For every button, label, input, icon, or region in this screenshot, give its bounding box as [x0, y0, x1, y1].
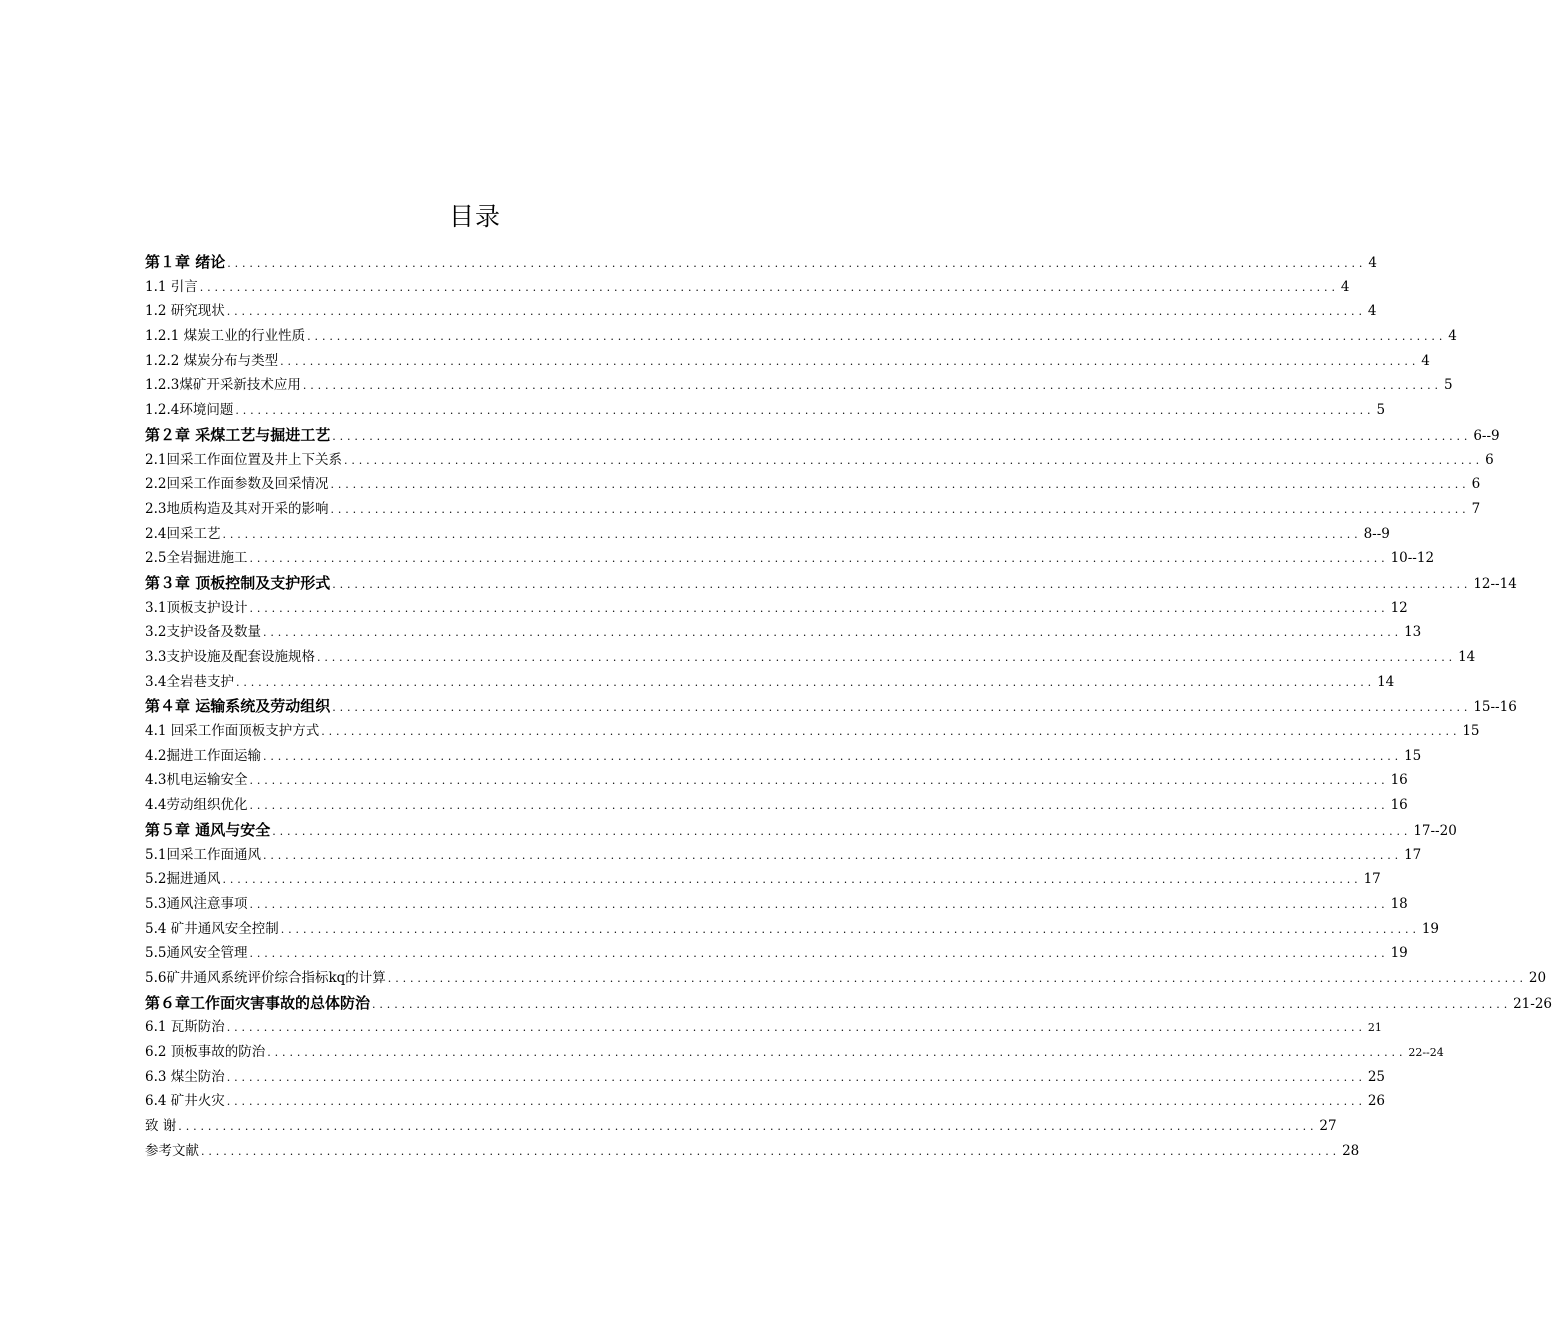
toc-entry-label: 5.6矿井通风系统评价综合指标kq的计算	[145, 969, 386, 986]
toc-dot-leader: ..........................................................................................................................................................	[387, 971, 1527, 985]
toc-chapter-entry[interactable]	[145, 423, 1500, 448]
toc-section-entry[interactable]	[145, 1065, 1386, 1090]
toc-entry-label: 2.1回采工作面位置及井上下关系	[145, 451, 342, 468]
toc-page-number: 5	[1376, 402, 1386, 419]
toc-dot-leader: ..........................................................................................................................................................	[249, 947, 1389, 961]
toc-page-number: 14	[1458, 649, 1476, 665]
toc-entry-label: 6.2 顶板事故的防治	[145, 1044, 266, 1060]
toc-entry-label: 1.2.3煤矿开采新技术应用	[145, 377, 301, 394]
toc-section-entry[interactable]	[145, 522, 1390, 547]
toc-dot-leader: ..........................................................................................................................................................	[226, 1021, 1366, 1035]
toc-section-entry[interactable]	[145, 670, 1395, 695]
toc-dot-leader: ..........................................................................................................................................................	[330, 502, 1470, 516]
toc-section-entry[interactable]	[145, 744, 1422, 769]
toc-section-entry[interactable]	[145, 324, 1457, 349]
toc-page-number: 6	[1485, 451, 1494, 468]
toc-dot-leader: ..........................................................................................................................................................	[222, 527, 1362, 541]
toc-entry-label: 5.2掘进通风	[145, 871, 221, 888]
toc-section-entry[interactable]	[145, 768, 1408, 793]
toc-entry-label: 1.2 研究现状	[145, 303, 225, 320]
toc-page-number: 21	[1367, 1021, 1382, 1035]
page-title: 目录	[448, 201, 501, 231]
toc-page-number: 16	[1390, 797, 1408, 814]
toc-page-number: 17--20	[1413, 822, 1457, 839]
toc-section-entry[interactable]	[145, 398, 1386, 423]
toc-page-number: 22--24	[1408, 1046, 1444, 1059]
toc-page-number: 18	[1390, 895, 1408, 912]
toc-entry-label: 4.2掘进工作面运输	[145, 747, 261, 764]
toc-chapter-entry[interactable]	[145, 694, 1517, 719]
toc-page-number: 27	[1319, 1118, 1337, 1135]
toc-entry-label: 5.4 矿井通风安全控制	[145, 920, 279, 937]
toc-entry-label: 4.4劳动组织优化	[145, 797, 248, 814]
toc-section-entry[interactable]	[145, 497, 1481, 522]
toc-entry-label: 4.1 回采工作面顶板支护方式	[145, 723, 320, 740]
toc-dot-leader: ..........................................................................................................................................................	[280, 354, 1420, 368]
toc-page-number: 7	[1471, 500, 1481, 517]
toc-page-number: 10--12	[1390, 550, 1435, 567]
toc-entry-label: 4.3机电运输安全	[145, 772, 248, 789]
toc-entry-label: 第３章 顶板控制及支护形式	[145, 573, 331, 592]
toc-section-entry[interactable]	[145, 1015, 1382, 1040]
toc-dot-leader: ..........................................................................................................................................................	[372, 997, 1512, 1011]
toc-page-number: 15	[1462, 723, 1480, 740]
toc-entry-label: 2.5全岩掘进施工	[145, 550, 248, 567]
toc-section-entry[interactable]	[145, 299, 1377, 324]
toc-entry-label: 5.3通风注意事项	[145, 895, 248, 912]
toc-dot-leader: ..........................................................................................................................................................	[321, 725, 1461, 739]
toc-entry-label: 第６章工作面灾害事故的总体防治	[145, 993, 371, 1012]
toc-page-number: 17	[1363, 871, 1381, 888]
toc-section-entry[interactable]	[145, 645, 1476, 670]
table-of-contents	[145, 250, 1552, 1163]
toc-entry-label: 3.1顶板支护设计	[145, 599, 248, 616]
toc-dot-leader: ..........................................................................................................................................................	[280, 922, 1420, 936]
toc-section-entry[interactable]	[145, 966, 1547, 991]
toc-page-number: 4	[1448, 328, 1457, 345]
toc-page-number: 28	[1342, 1142, 1360, 1159]
toc-entry-label: 第２章 采煤工艺与掘进工艺	[145, 425, 331, 444]
toc-page-number: 16	[1390, 772, 1408, 789]
toc-page-number: 20	[1528, 969, 1547, 986]
toc-section-entry[interactable]	[145, 373, 1453, 398]
toc-page-number: 6--9	[1473, 427, 1500, 444]
toc-section-entry[interactable]	[145, 546, 1435, 571]
toc-section-entry[interactable]	[145, 596, 1408, 621]
toc-page-number: 5	[1443, 377, 1453, 394]
toc-page-number: 12	[1390, 599, 1408, 616]
toc-entry-label: 2.3地质构造及其对开采的影响	[145, 500, 329, 517]
toc-dot-leader: ..........................................................................................................................................................	[302, 379, 1442, 393]
toc-section-entry[interactable]	[145, 472, 1481, 497]
toc-dot-leader: ..........................................................................................................................................................	[262, 749, 1403, 763]
toc-entry-label: 6.3 煤尘防治	[145, 1068, 225, 1085]
toc-section-entry[interactable]	[145, 843, 1422, 868]
toc-page-number: 15--16	[1473, 699, 1517, 716]
toc-dot-leader: ..........................................................................................................................................................	[249, 552, 1389, 566]
toc-dot-leader: ..........................................................................................................................................................	[226, 1095, 1366, 1109]
toc-section-entry[interactable]	[145, 448, 1494, 473]
toc-dot-leader: ..........................................................................................................................................................	[249, 897, 1389, 911]
toc-page-number: 12--14	[1473, 575, 1517, 592]
toc-dot-leader: ..........................................................................................................................................................	[199, 280, 1339, 294]
toc-dot-leader: ..........................................................................................................................................................	[249, 601, 1389, 615]
toc-page-number: 14	[1377, 673, 1395, 690]
toc-entry-label: 5.1回采工作面通风	[145, 846, 261, 863]
toc-page-number: 25	[1367, 1068, 1386, 1085]
toc-section-entry[interactable]	[145, 867, 1381, 892]
toc-dot-leader: ..........................................................................................................................................................	[235, 404, 1375, 418]
toc-entry-label: 6.1 瓦斯防治	[145, 1019, 225, 1036]
toc-dot-leader: ..........................................................................................................................................................	[201, 1144, 1341, 1158]
toc-entry-label: 第１章 绪论	[145, 253, 226, 271]
toc-dot-leader: ..........................................................................................................................................................	[226, 305, 1366, 319]
toc-dot-leader: ..........................................................................................................................................................	[262, 626, 1403, 640]
toc-entry-label: 5.5通风安全管理	[145, 945, 248, 962]
toc-dot-leader: ..........................................................................................................................................................	[307, 330, 1447, 344]
toc-dot-leader: ..........................................................................................................................................................	[272, 824, 1412, 838]
toc-page-number: 15	[1404, 747, 1422, 764]
toc-dot-leader: ..........................................................................................................................................................	[332, 577, 1472, 591]
toc-page-number: 26	[1367, 1093, 1386, 1110]
toc-entry-label: 参考文献	[145, 1142, 199, 1159]
toc-entry-label: 3.3支护设施及配套设施规格	[145, 649, 315, 665]
toc-section-entry[interactable]	[145, 892, 1408, 917]
toc-entry-label: 第４章 运输系统及劳动组织	[145, 697, 331, 716]
toc-section-entry[interactable]	[145, 1040, 1444, 1065]
toc-entry-label: 6.4 矿井火灾	[145, 1093, 225, 1110]
toc-chapter-entry[interactable]	[145, 250, 1377, 275]
toc-section-entry[interactable]	[145, 620, 1422, 645]
toc-dot-leader: ..........................................................................................................................................................	[222, 873, 1362, 887]
toc-page-number: 8--9	[1363, 525, 1390, 542]
toc-section-entry[interactable]	[145, 793, 1408, 818]
toc-entry-label: 1.1 引言	[145, 278, 198, 295]
toc-page-number: 4	[1367, 303, 1377, 320]
toc-section-entry[interactable]	[145, 941, 1408, 966]
toc-page-number: 19	[1390, 945, 1408, 962]
toc-entry-label: 1.2.2 煤炭分布与类型	[145, 352, 279, 369]
toc-section-entry[interactable]	[145, 1114, 1337, 1139]
toc-entry-label: 致 谢	[145, 1118, 177, 1135]
toc-dot-leader: ..........................................................................................................................................................	[226, 1070, 1366, 1084]
toc-section-entry[interactable]	[145, 275, 1350, 300]
toc-page-number: 13	[1404, 624, 1422, 641]
toc-dot-leader: ..........................................................................................................................................................	[178, 1120, 1318, 1134]
toc-section-entry[interactable]	[145, 1089, 1386, 1114]
toc-page-number: 6	[1471, 476, 1481, 493]
toc-dot-leader: ..........................................................................................................................................................	[262, 848, 1403, 862]
toc-entry-label: 2.2回采工作面参数及回采情况	[145, 476, 329, 493]
toc-section-entry[interactable]	[145, 917, 1440, 942]
toc-page-number: 4	[1421, 352, 1430, 369]
toc-dot-leader: ..........................................................................................................................................................	[249, 799, 1389, 813]
toc-dot-leader: ..........................................................................................................................................................	[227, 257, 1367, 270]
toc-page-number: 17	[1404, 846, 1422, 863]
toc-dot-leader: ..........................................................................................................................................................	[249, 774, 1389, 788]
toc-chapter-entry[interactable]	[145, 818, 1457, 843]
toc-entry-label: 3.2支护设备及数量	[145, 624, 261, 641]
toc-dot-leader: ..........................................................................................................................................................	[330, 478, 1470, 492]
toc-dot-leader: ..........................................................................................................................................................	[316, 651, 1457, 664]
toc-dot-leader: ..........................................................................................................................................................	[332, 701, 1472, 715]
toc-chapter-entry[interactable]	[145, 571, 1517, 596]
toc-entry-label: 3.4全岩巷支护	[145, 673, 234, 690]
toc-page-number: 21-26	[1513, 995, 1552, 1012]
toc-chapter-entry[interactable]	[145, 991, 1552, 1016]
toc-dot-leader: ..........................................................................................................................................................	[235, 675, 1376, 689]
toc-entry-label: 2.4回采工艺	[145, 525, 221, 542]
toc-dot-leader: ..........................................................................................................................................................	[332, 429, 1472, 443]
toc-page-number: 19	[1421, 920, 1440, 937]
toc-dot-leader: ..........................................................................................................................................................	[343, 453, 1484, 467]
toc-section-entry[interactable]	[145, 719, 1480, 744]
toc-entry-label: 1.2.4环境问题	[145, 402, 234, 419]
toc-dot-leader: ..........................................................................................................................................................	[267, 1046, 1407, 1059]
toc-section-entry[interactable]	[145, 349, 1430, 374]
toc-entry-label: 第５章 通风与安全	[145, 820, 271, 839]
toc-section-entry[interactable]	[145, 1139, 1360, 1164]
toc-page-number: 4	[1340, 278, 1350, 295]
toc-page-number: 4	[1368, 255, 1377, 271]
toc-entry-label: 1.2.1 煤炭工业的行业性质	[145, 328, 306, 345]
